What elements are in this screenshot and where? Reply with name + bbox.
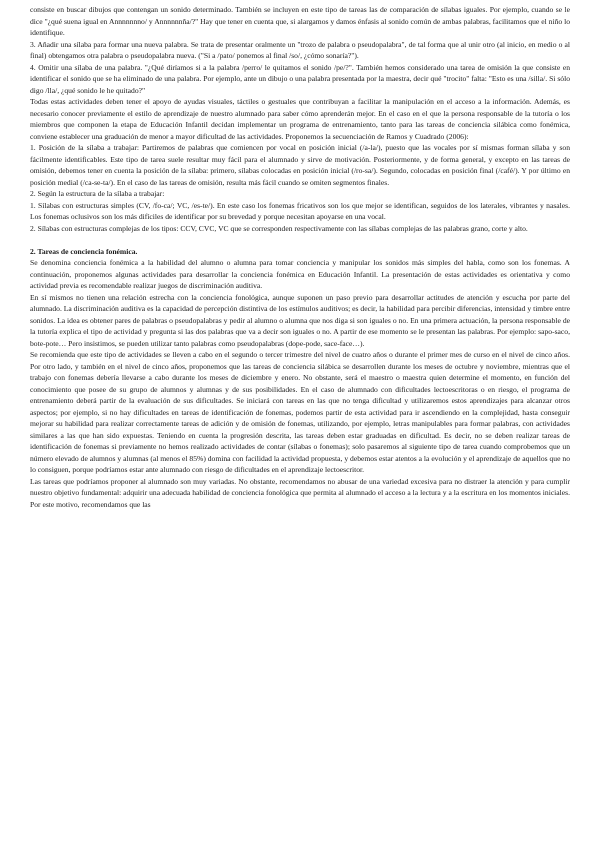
section-syllabic-awareness xyxy=(30,4,570,234)
section-heading: 2. Tareas de conciencia fonémica. xyxy=(30,246,138,256)
paragraph: Se recomienda que este tipo de actividades se lleven a cabo en el segundo o tercer trimestre del nivel de cuatro años o durante el primer mes de curso en el nivel de cinco años. Por otro lado, y también en el nivel de cinco años, proponemos que las tareas de conciencia silábica se desarrollen durante los meses de octubre y noviembre, mientras que el trabajo con fonemas debería llevarse a cabo durante los meses de diciembre y enero. No obstante, será el maestro o maestra quien determine el momento, en función del conocimiento que posee de su grupo de alumnos y alumnas y de sus posibilidades. En el caso de alumnado con dificultades lectoescritoras o en riesgo, el programa de entrenamiento deberá partir de la evaluación de sus dificultades. Se iniciará con tareas en las que no tenga dificultad y utilizaremos estos aprendizajes para alcanzar otros aspectos; por ejemplo, si no hay dificultades en tareas de identificación de fonemas, podemos partir de esta actividad para ir ascendiendo en la complejidad, hasta conseguir mejorar su habilidad para realizar correctamente tareas de adición y de omisión de fonemas, utilizando, por ejemplo, letras manipulables para formar palabras, con actividades similares a las que han sido expuestas. Teniendo en cuenta la progresión descrita, las tareas deben estar graduadas en dificultad. Es decir, no se deben realizar tareas de identificación de fonemas si previamente no hemos realizado actividades de contar (sílabas o fonemas); solo pasaremos al siguiente tipo de tarea cuando comprobemos que un número elevado de alumnos y alumnas (al menos el 85%) domina con facilidad la actividad propuesta, y debemos estar atentos a la evolución y el aprendizaje de aquellos que no lo consiguen, porque podríamos estar ante alumnado con riesgo de dificultades en el aprendizaje lectoescritor. xyxy=(30,350,570,474)
paragraph: Todas estas actividades deben tener el apoyo de ayudas visuales, táctiles o gestuales que contribuyan a facilitar la manipulación en el acceso a la información. Además, es necesario conocer previamente el estilo de aprendizaje de nuestro alumnado para saber cómo aprenderán mejor. En el caso en el que la persona responsable de la tutoría o los miembros que componen la etapa de Educación Infantil decidan implementar un programa de entrenamiento, tanto para las tareas de conciencia silábica como fonémica, conviene establecer una graduación de menor a mayor dificultad de las actividades. Proponemos la secuenciación de Ramos y Cuadrado (2006): xyxy=(30,97,570,141)
paragraph: Se denomina conciencia fonémica a la habilidad del alumno o alumna para tomar conciencia y manipular los sonidos más simples del habla, como son los fonemas. A continuación, proponemos algunas actividades para desarrollar la conciencia fonémica en Educación Infantil. La presentación de estas actividades es orientativa y como actividad previa es recomendable realizar juegos de discriminación auditiva. xyxy=(30,258,570,290)
paragraph: 1. Sílabas con estructuras simples (CV, /fo-ca/; VC, /es-te/). En este caso los fonemas fricativos son los que mejor se identifican, seguidos de los laterales, vibrantes y nasales. Los fonemas oclusivos son los más difíciles de identificar por su brevedad y porque necesitan apoyarse en una vocal. xyxy=(30,200,570,221)
paragraph: Las tareas que podríamos proponer al alumnado son muy variadas. No obstante, recomendamos no abusar de una variedad excesiva para no distraer la atención y para cumplir nuestro objetivo fundamental: adquirir una adecuada habilidad de conciencia fonológica que permita al alumnado el acceso a la lectura y a la escritura en los momentos iniciales. Por este motivo, recomendamos que las xyxy=(30,476,570,509)
paragraph: consiste en buscar dibujos que contengan un sonido determinado. También se incluyen en este tipo de tareas las de comparación de sílabas iguales. Por ejemplo, cuando se le dice "¿qué suena igual en Annnnnnno/ y Annnnnnña/?" Hay que tener en cuenta que, si alargamos y damos énfasis al sonido común de ambas palabras, facilitamos que el niño lo identifique. xyxy=(30,5,570,37)
section-phonemic-awareness xyxy=(30,246,570,511)
paragraph: 2. Según la estructura de la sílaba a trabajar: xyxy=(30,189,165,198)
paragraph: 1. Posición de la sílaba a trabajar: Partiremos de palabras que comiencen por vocal en posición inicial (/a-la/), puesto que las vocales por sí mismas forman sílaba y son fácilmente identificables. Este tipo de tarea suele resultar muy fácil para el alumnado y sirve de motivación. Posteriormente, y de forma general, y excepto en las tareas de omisión, debemos tener en cuenta la posición de la sílaba: primero, sílabas colocadas en posición inicial (/ro-sa/). Segundo, colocadas en posición final (/café/). Y por último en posición medial (/ca-se-ta/). En el caso de las tareas de omisión, resulta más fácil cuando se omiten segmentos finales. xyxy=(30,143,570,187)
paragraph: 2. Sílabas con estructuras complejas de los tipos: CCV, CVC, VC que se corresponden respectivamente con las sílabas complejas de las palabras grano, corte y alto. xyxy=(30,223,528,233)
paragraph: En sí mismos no tienen una relación estrecha con la conciencia fonológica, aunque suponen un paso previo para desarrollar actitudes de atención y escucha por parte del alumnado. La discriminación auditiva es la capacidad de percepción distintiva de los estímulos auditivos; es decir, la habilidad para percibir diferencias, intensidad y timbre entre sonidos. La idea es obtener pares de palabras o pseudopalabras y pedir al alumno o alumna que nos diga si son iguales o no. En una primera actuación, la persona responsable de la tutoría explica el tipo de actividad y pregunta si las dos palabras que va a decir son iguales o no. A partir de ese momento se le presentan las palabras. Por ejemplo: sapo-saco, bote-pote… Pero insistimos, se pueden utilizar tanto palabras como pseudopalabras (dope-pode, sace-face…). xyxy=(30,292,570,348)
paragraph: 3. Añadir una sílaba para formar una nueva palabra. Se trata de presentar oralmente un "trozo de palabra o pseudopalabra", de tal forma que al unir otro (al inicio, en medio o al final) obtengamos otra palabra o pseudopalabra nueva. ("Si a /pato/ ponemos al final /so/, ¿cómo sonaría?"). xyxy=(30,39,570,60)
paragraph-spacer xyxy=(30,234,570,246)
paragraph: 4. Omitir una sílaba de una palabra. "¿Qué diríamos si a la palabra /perro/ le quitamos el sonido /pe/?". También hemos considerado una tarea de omisión la que consiste en identificar el sonido que se ha eliminado de una palabra. Por ejemplo, ante un dibujo o una palabra presentada por la maestra, decir qué "trocito" falta: "Esto es una /silla/. Si sólo digo /lla/, ¿qué sonido le he quitado?" xyxy=(30,62,570,95)
